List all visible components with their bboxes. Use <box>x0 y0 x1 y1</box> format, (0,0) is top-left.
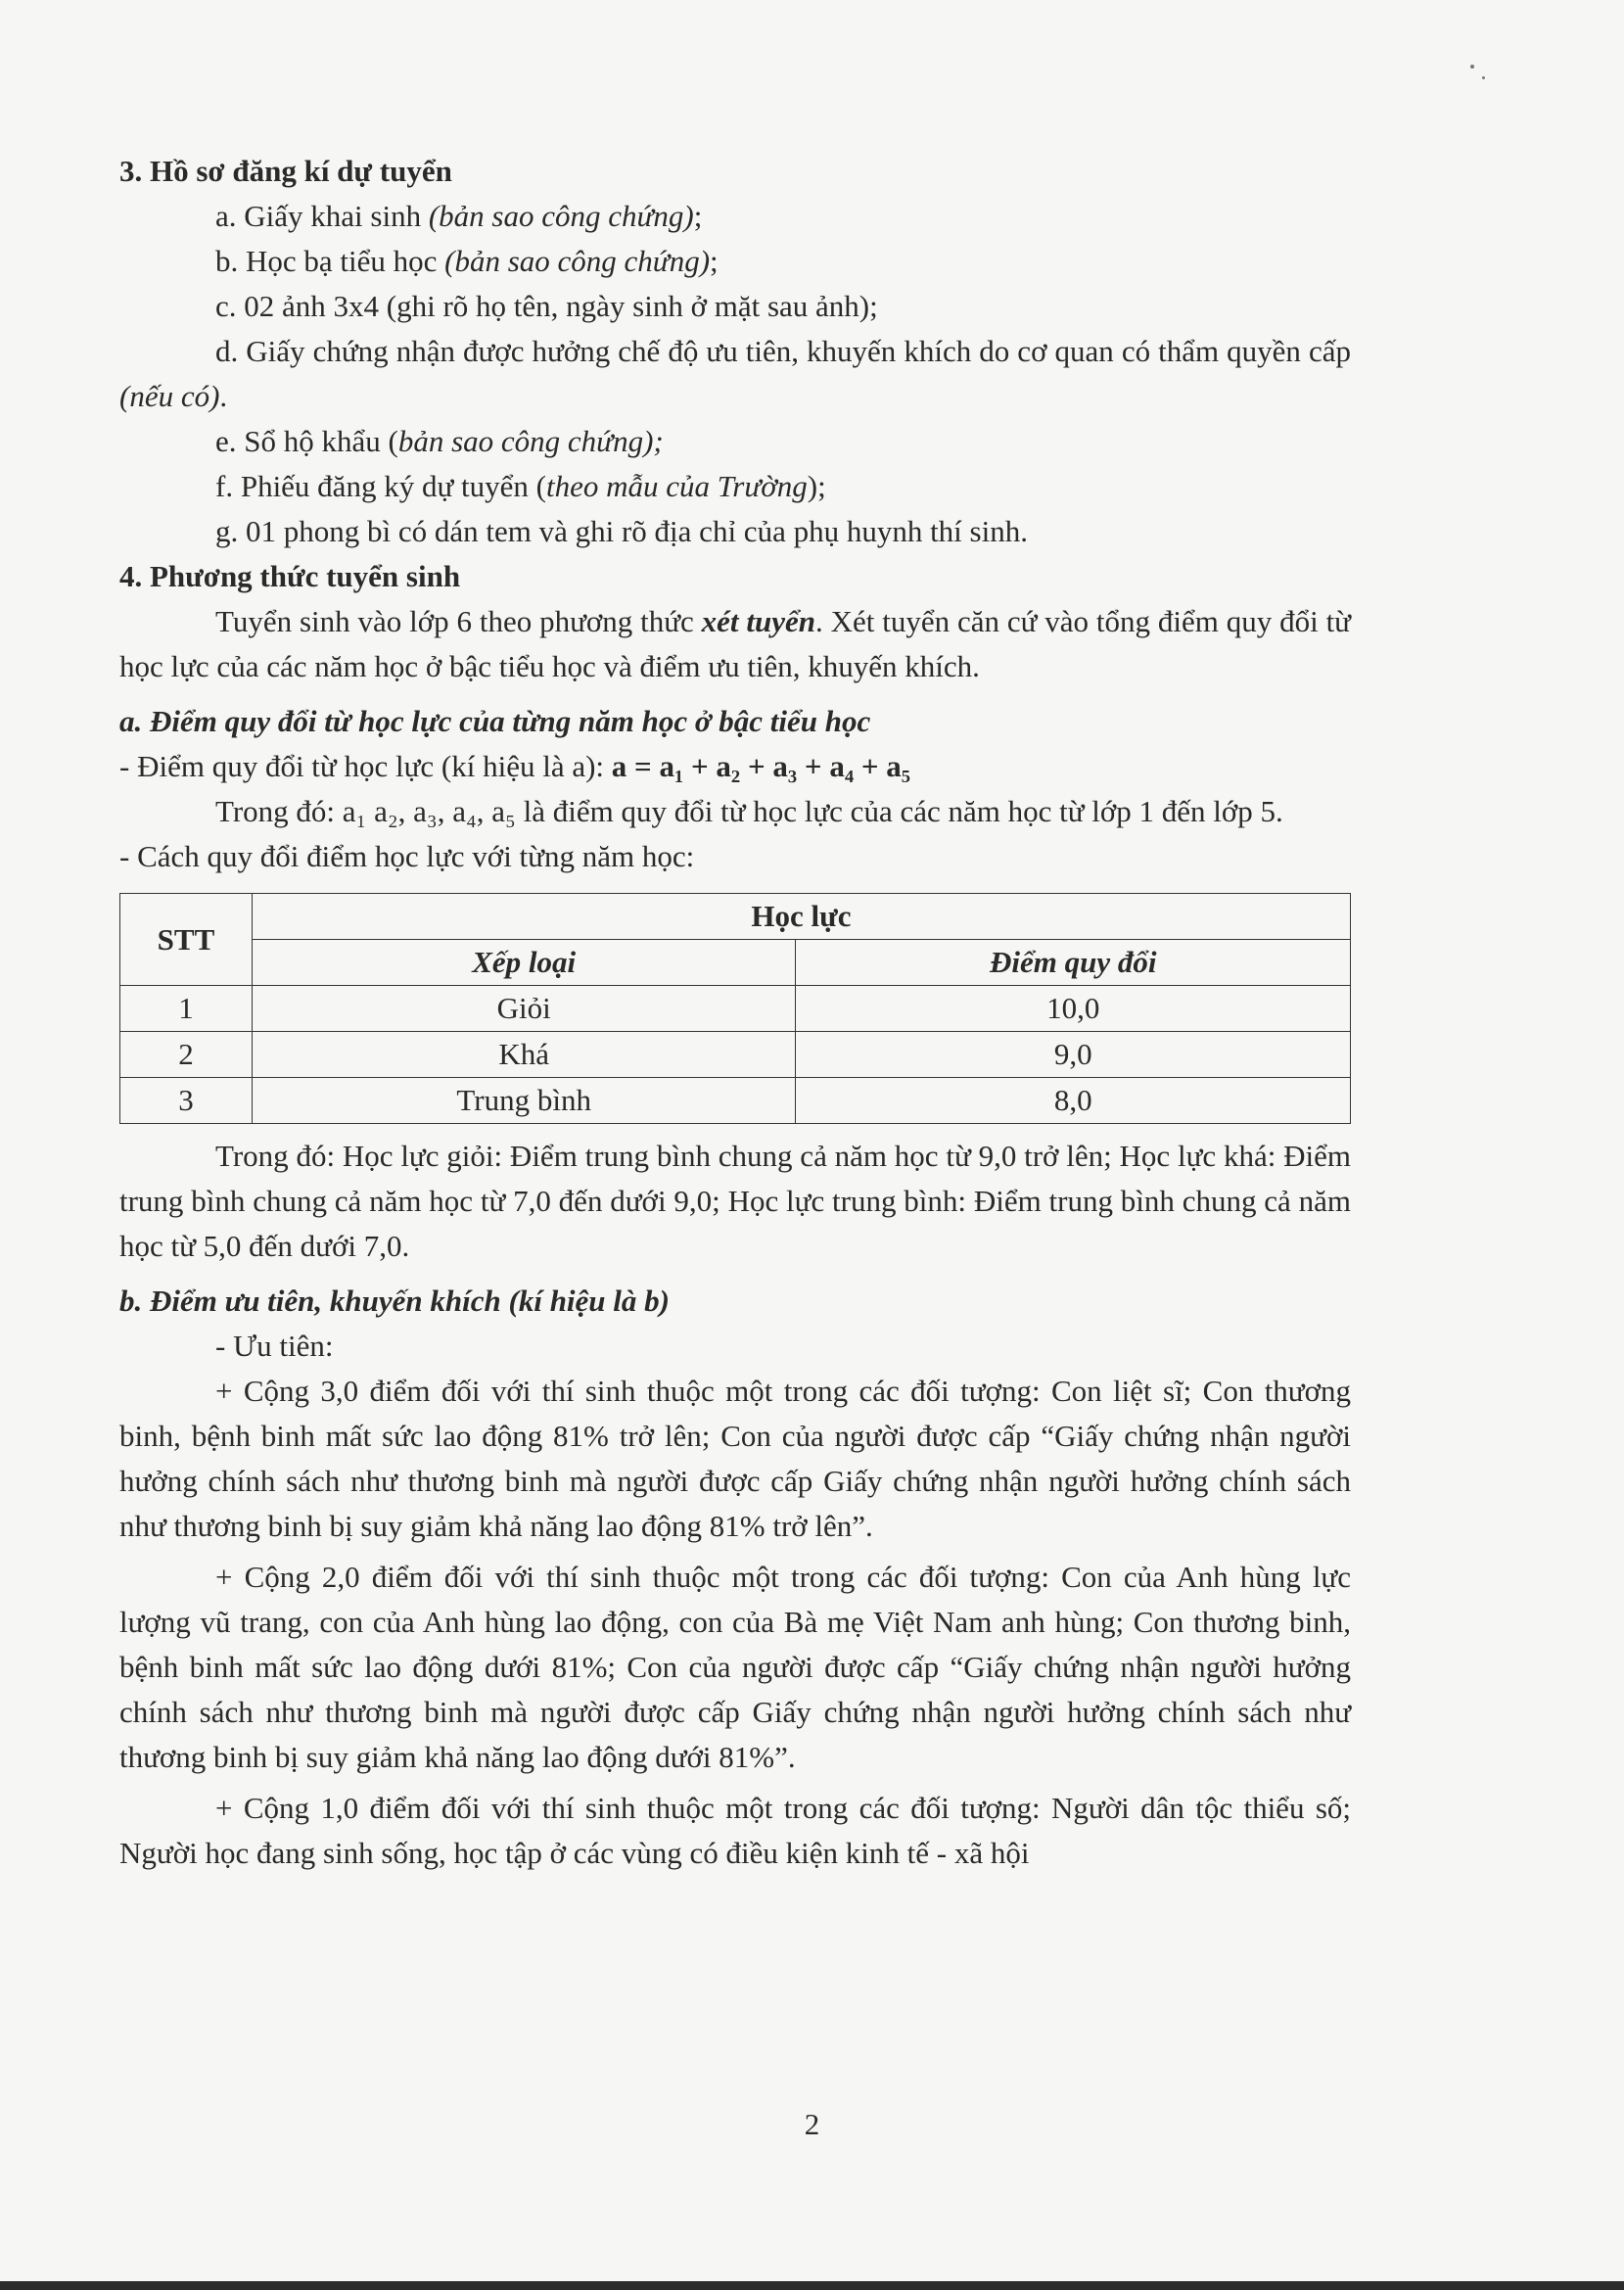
s3-item-f: f. Phiếu đăng ký dự tuyển (theo mẫu của Trường); <box>215 469 826 503</box>
cell-rank: Giỏi <box>252 986 796 1032</box>
cell-rank: Khá <box>252 1032 796 1078</box>
sub-a-heading: a. Điểm quy đổi từ học lực của từng năm học ở bậc tiểu học <box>119 704 871 738</box>
cell-rank: Trung bình <box>252 1078 796 1124</box>
scan-edge <box>0 2281 1624 2290</box>
cell-score: 10,0 <box>796 986 1351 1032</box>
cell-stt: 3 <box>120 1078 253 1124</box>
s3-item-c: c. 02 ảnh 3x4 (ghi rõ họ tên, ngày sinh ở mặt sau ảnh); <box>215 289 878 323</box>
conversion-method: - Cách quy đổi điểm học lực với từng năm học: <box>119 839 695 873</box>
header-hoc-luc: Học lực <box>252 894 1350 940</box>
header-xep-loai: Xếp loại <box>252 940 796 986</box>
priority-1-point: + Cộng 1,0 điểm đối với thí sinh thuộc một trong các đối tượng: Người dân tộc thiểu số; Người học đang sinh sống, học tập ở các vùng có điều kiện kinh tế - xã hội <box>119 1791 1351 1870</box>
header-stt: STT <box>120 894 253 986</box>
s4-intro: Tuyển sinh vào lớp 6 theo phương thức xét tuyển. Xét tuyển căn cứ vào tổng điểm quy đổi từ học lực của các năm học ở bậc tiểu học và điểm ưu tiên, khuyến khích. <box>119 604 1351 683</box>
table-row <box>120 986 1351 1032</box>
header-diem-quy-doi: Điểm quy đổi <box>796 940 1351 986</box>
section-4-heading: 4. Phương thức tuyển sinh <box>119 559 461 593</box>
formula-line: - Điểm quy đổi từ học lực (kí hiệu là a): a = a₁ + a₂ + a₃ + a₄ + a₅ <box>119 749 911 783</box>
priority-3-points: + Cộng 3,0 điểm đối với thí sinh thuộc một trong các đối tượng: Con liệt sĩ; Con thương binh, bệnh binh mất sức lao động 81% trở lên; Con của người được cấp “Giấy chứng nhận người hưởng chính sách như thương binh mà người được cấp Giấy chứng nhận người hưởng chính sách như thương binh bị suy giảm khả năng lao động 81% trở lên”. <box>119 1374 1351 1543</box>
s3-item-g: g. 01 phong bì có dán tem và ghi rõ địa chỉ của phụ huynh thí sinh. <box>215 514 1028 548</box>
cell-stt: 1 <box>120 986 253 1032</box>
cell-score: 9,0 <box>796 1032 1351 1078</box>
table-row <box>120 1032 1351 1078</box>
table-row <box>120 1078 1351 1124</box>
page-content <box>119 149 1351 1876</box>
scan-speck <box>1470 65 1474 69</box>
s3-item-a: a. Giấy khai sinh (bản sao công chứng); <box>215 199 703 233</box>
sub-b-heading: b. Điểm ưu tiên, khuyến khích (kí hiệu là b) <box>119 1284 670 1318</box>
grade-definitions: Trong đó: Học lực giỏi: Điểm trung bình chung cả năm học từ 9,0 trở lên; Học lực khá: Điểm trung bình chung cả năm học từ 7,0 đến dưới 9,0; Học lực trung bình: Điểm trung bình chung cả năm học từ 5,0 đến dưới 7,0. <box>119 1139 1351 1263</box>
s3-item-b: b. Học bạ tiểu học (bản sao công chứng); <box>215 244 719 278</box>
section-3-heading: 3. Hồ sơ đăng kí dự tuyển <box>119 154 452 188</box>
cell-stt: 2 <box>120 1032 253 1078</box>
s3-item-e: e. Sổ hộ khẩu (bản sao công chứng); <box>215 424 664 458</box>
s3-item-d: d. Giấy chứng nhận được hưởng chế độ ưu tiên, khuyến khích do cơ quan có thẩm quyền cấp (nếu có). <box>119 334 1351 413</box>
formula-explain: Trong đó: a₁ a₂, a₃, a₄, a₅ là điểm quy đổi từ học lực của các năm học từ lớp 1 đến lớp 5. <box>215 794 1283 828</box>
cell-score: 8,0 <box>796 1078 1351 1124</box>
conversion-table <box>119 893 1351 1124</box>
priority-label: - Ưu tiên: <box>215 1329 334 1363</box>
priority-2-points: + Cộng 2,0 điểm đối với thí sinh thuộc một trong các đối tượng: Con của Anh hùng lực lượng vũ trang, con của Anh hùng lao động, con của Bà mẹ Việt Nam anh hùng; Con thương binh, bệnh binh mất sức lao động dưới 81%; Con của người được cấp “Giấy chứng nhận người hưởng chính sách như thương binh mà người được cấp Giấy chứng nhận người hưởng chính sách như thương binh bị suy giảm khả năng lao động dưới 81%”. <box>119 1560 1351 1774</box>
page-number: 2 <box>804 2107 820 2141</box>
scan-speck <box>1482 76 1485 79</box>
